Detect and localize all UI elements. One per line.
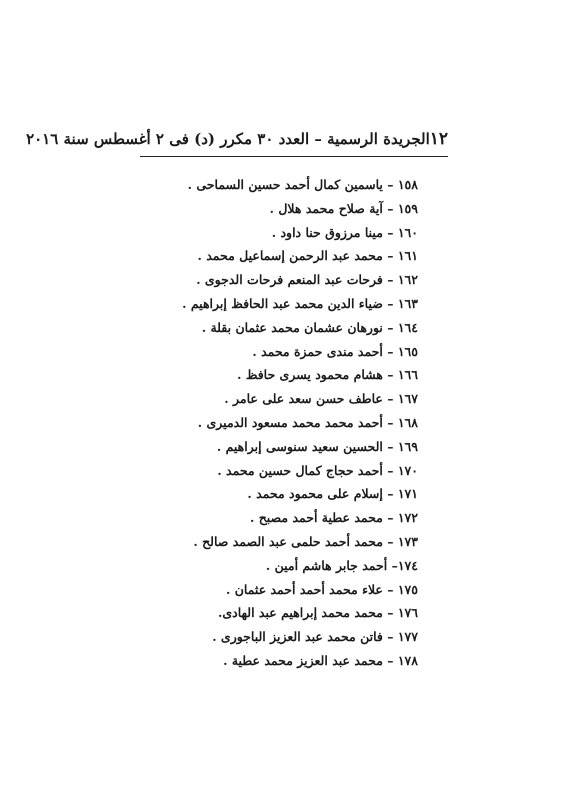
list-item: ١٧١ – إسلام على محمود محمد . (247, 486, 418, 502)
list-item: ١٦٩ – الحسين سعيد سنوسى إبراهيم . (216, 438, 418, 454)
list-item: ١٧٧ – فاتن محمد عبد العزيز الباجورى . (212, 629, 418, 645)
header-title: الجريدة الرسمية – العدد ٣٠ مكرر (د) فى ٢ أغسطس سنة ٢٠١٦ (26, 130, 430, 148)
list-item: ١٦٢ – فرحات عبد المنعم فرحات الدجوى . (196, 272, 418, 288)
list-item: ١٥٨ – ياسمين كمال أحمد حسين السماحى . (187, 177, 418, 192)
list-item: ١٦٠ – مينا مرزوق حنا داود . (271, 224, 418, 240)
list-item: ١٧٥ – علاء محمد أحمد أحمد عثمان . (226, 581, 418, 597)
list-item: ١٧٢ – محمد عطية أحمد مصبح . (250, 510, 418, 526)
list-item: ١٦٥ – أحمد مندى حمزة محمد . (252, 343, 418, 359)
page-number: ١٢ (429, 129, 448, 149)
page-header (26, 124, 448, 154)
names-list (88, 173, 418, 673)
list-item: ١٦٧ – عاطف حسن سعد على عامر . (224, 391, 418, 407)
header-divider (140, 156, 448, 157)
list-item: ١٧٣ – محمد أحمد حلمى عبد الصمد صالح . (193, 533, 418, 549)
list-item: ١٧٤– أحمد جابر هاشم أمين . (265, 557, 418, 573)
list-item: ١٦٦ – هشام محمود يسرى حافظ . (237, 367, 418, 383)
list-item: ١٦٨ – أحمد محمد محمد مسعود الدميرى . (197, 414, 418, 430)
list-item: ١٦٤ – نورهان عشمان محمد عثمان بقلة . (201, 319, 418, 335)
list-item: ١٥٩ – آية صلاح محمد هلال . (269, 200, 418, 216)
list-item: ١٦٣ – ضياء الدين محمد عبد الحافظ إبراهيم . (182, 295, 418, 311)
list-item: ١٧٨ – محمد عبد العزيز محمد عطية . (223, 652, 418, 668)
list-item: ١٦١ – محمد عبد الرحمن إسماعيل محمد . (197, 248, 418, 264)
list-item: ١٧٦ – محمد محمد إبراهيم عبد الهادى. (218, 605, 418, 621)
list-item: ١٧٠ – أحمد حجاج كمال حسين محمد . (217, 462, 418, 478)
